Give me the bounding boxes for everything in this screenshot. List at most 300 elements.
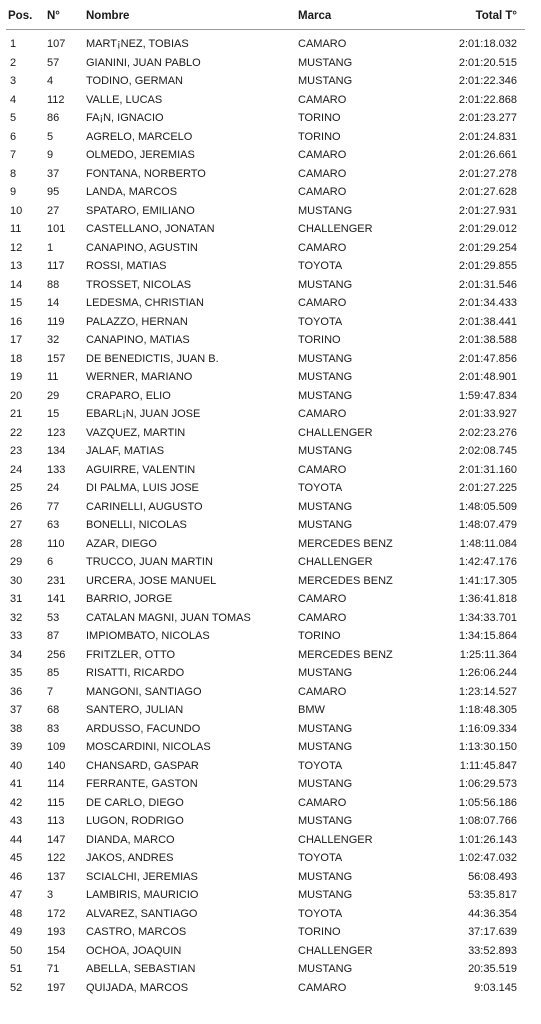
table-row — [0, 868, 541, 887]
row-car-number: 4 — [47, 75, 54, 87]
row-car-number: 57 — [47, 56, 60, 69]
table-row — [0, 424, 541, 443]
row-car-number: 95 — [47, 186, 60, 198]
table-row — [0, 979, 541, 998]
table-row — [0, 646, 541, 665]
row-driver-name: JALAF, MATIAS — [86, 445, 165, 457]
row-total-time: 2:01:31.160 — [458, 463, 517, 476]
row-brand: TOYOTA — [298, 852, 343, 864]
header-brand: Marca — [298, 10, 332, 22]
row-driver-name: DE BENEDICTIS, JUAN B. — [86, 352, 219, 365]
row-driver-name: ARDUSSO, FACUNDO — [86, 722, 201, 735]
row-driver-name: SCIALCHI, JEREMIAS — [86, 870, 198, 883]
row-total-time: 56:08.493 — [468, 870, 517, 883]
row-car-number: 154 — [47, 944, 66, 957]
row-total-time: 1:34:33.701 — [458, 611, 517, 624]
row-car-number: 147 — [47, 833, 66, 846]
row-driver-name: ROSSI, MATIAS — [86, 260, 167, 272]
row-total-time: 2:01:29.254 — [458, 241, 517, 254]
row-brand: TOYOTA — [298, 260, 343, 272]
row-position: 31 — [10, 593, 23, 605]
row-brand: CHALLENGER — [298, 426, 373, 439]
row-car-number: 24 — [47, 482, 60, 494]
row-position: 25 — [10, 482, 23, 494]
row-position: 24 — [10, 463, 23, 476]
row-driver-name: IMPIOMBATO, NICOLAS — [86, 630, 210, 642]
row-brand: CHALLENGER — [298, 944, 373, 957]
row-car-number: 77 — [47, 500, 60, 513]
row-brand: MUSTANG — [298, 667, 353, 679]
row-car-number: 71 — [47, 963, 60, 975]
row-driver-name: CRAPARO, ELIO — [86, 389, 171, 402]
row-total-time: 1:48:05.509 — [458, 500, 517, 513]
table-row — [0, 368, 541, 387]
row-brand: CAMARO — [298, 408, 347, 420]
table-row — [0, 849, 541, 868]
row-driver-name: SANTERO, JULIAN — [86, 704, 184, 716]
table-row — [0, 553, 541, 572]
row-car-number: 113 — [47, 815, 65, 827]
row-brand: CAMARO — [298, 981, 347, 994]
row-position: 35 — [10, 667, 23, 679]
row-driver-name: RISATTI, RICARDO — [86, 667, 185, 679]
row-brand: MUSTANG — [298, 722, 353, 735]
row-position: 36 — [10, 685, 23, 698]
row-total-time: 2:01:23.277 — [458, 112, 517, 124]
row-driver-name: TODINO, GERMAN — [86, 75, 183, 87]
row-total-time: 37:17.639 — [468, 926, 517, 938]
row-position: 47 — [10, 889, 23, 901]
row-car-number: 110 — [47, 537, 65, 550]
row-car-number: 6 — [47, 556, 54, 568]
row-driver-name: AGUIRRE, VALENTIN — [86, 463, 196, 476]
row-driver-name: DIANDA, MARCO — [86, 833, 175, 846]
table-row — [0, 831, 541, 850]
row-driver-name: OCHOA, JOAQUIN — [86, 944, 182, 957]
row-position: 44 — [10, 833, 23, 846]
row-car-number: 141 — [47, 593, 66, 605]
row-position: 52 — [10, 981, 23, 994]
row-car-number: 133 — [47, 463, 66, 476]
table-row — [0, 239, 541, 258]
table-row — [0, 960, 541, 979]
row-brand: MERCEDES BENZ — [298, 574, 393, 587]
table-row — [0, 498, 541, 517]
row-brand: TOYOTA — [298, 482, 343, 494]
row-driver-name: WERNER, MARIANO — [86, 371, 193, 383]
row-position: 1 — [10, 38, 17, 50]
row-total-time: 2:02:08.745 — [458, 445, 517, 457]
row-driver-name: PALAZZO, HERNAN — [86, 315, 188, 328]
row-car-number: 117 — [47, 260, 65, 272]
table-row — [0, 701, 541, 720]
row-total-time: 2:01:27.931 — [458, 204, 517, 217]
row-car-number: 107 — [47, 38, 66, 50]
row-position: 11 — [10, 223, 22, 235]
row-brand: CHALLENGER — [298, 833, 373, 846]
row-total-time: 1:59:47.834 — [458, 389, 517, 402]
row-car-number: 87 — [47, 630, 60, 642]
row-driver-name: CANAPINO, MATIAS — [86, 334, 190, 346]
row-position: 32 — [10, 611, 23, 624]
table-row — [0, 942, 541, 961]
row-car-number: 172 — [47, 907, 66, 920]
table-row — [0, 91, 541, 110]
row-brand: TORINO — [298, 130, 341, 143]
row-brand: MUSTANG — [298, 445, 353, 457]
row-driver-name: EBARL¡N, JUAN JOSE — [86, 408, 201, 420]
row-driver-name: LEDESMA, CHRISTIAN — [86, 297, 204, 309]
row-driver-name: AGRELO, MARCELO — [86, 130, 193, 143]
row-car-number: 140 — [47, 759, 66, 772]
row-total-time: 2:01:18.032 — [458, 38, 517, 50]
row-position: 14 — [10, 278, 23, 291]
row-position: 18 — [10, 352, 23, 365]
row-car-number: 53 — [47, 611, 60, 624]
row-brand: MUSTANG — [298, 778, 353, 790]
row-brand: MERCEDES BENZ — [298, 648, 393, 661]
row-driver-name: FRITZLER, OTTO — [86, 648, 176, 661]
table-row — [0, 572, 541, 591]
row-brand: CAMARO — [298, 463, 347, 476]
row-position: 13 — [10, 260, 23, 272]
row-total-time: 1:48:11.084 — [459, 537, 517, 550]
row-brand: CAMARO — [298, 796, 347, 809]
row-total-time: 2:01:26.661 — [458, 149, 517, 161]
header-total-time: Total T° — [475, 10, 517, 22]
table-row — [0, 609, 541, 628]
row-brand: MERCEDES BENZ — [298, 537, 393, 550]
row-brand: CAMARO — [298, 297, 347, 309]
row-position: 4 — [10, 93, 17, 106]
row-position: 26 — [10, 500, 23, 513]
row-brand: MUSTANG — [298, 389, 353, 402]
table-row — [0, 220, 541, 239]
table-row — [0, 794, 541, 813]
table-row — [0, 461, 541, 480]
row-position: 10 — [10, 204, 23, 217]
row-total-time: 2:01:27.628 — [458, 186, 517, 198]
row-car-number: 109 — [47, 741, 66, 753]
table-row — [0, 738, 541, 757]
row-brand: CHALLENGER — [298, 223, 373, 235]
row-position: 3 — [10, 75, 17, 87]
row-total-time: 2:01:34.433 — [458, 297, 517, 309]
row-total-time: 1:48:07.479 — [458, 519, 517, 531]
row-driver-name: FA¡N, IGNACIO — [86, 112, 164, 124]
row-total-time: 1:05:56.186 — [458, 796, 517, 809]
row-brand: MUSTANG — [298, 519, 353, 531]
row-brand: MUSTANG — [298, 963, 353, 975]
row-car-number: 157 — [47, 352, 66, 365]
row-position: 45 — [10, 852, 23, 864]
row-total-time: 2:01:47.856 — [458, 352, 517, 365]
row-brand: CAMARO — [298, 186, 347, 198]
row-driver-name: CARINELLI, AUGUSTO — [86, 500, 203, 513]
row-position: 22 — [10, 426, 23, 439]
table-header — [0, 7, 541, 25]
row-driver-name: SPATARO, EMILIANO — [86, 204, 195, 217]
row-driver-name: JAKOS, ANDRES — [86, 852, 174, 864]
row-total-time: 33:52.893 — [468, 944, 517, 957]
row-position: 37 — [10, 704, 23, 716]
row-car-number: 197 — [47, 981, 66, 994]
row-position: 49 — [10, 926, 23, 938]
row-car-number: 5 — [47, 130, 54, 143]
header-pos: Pos. — [8, 10, 33, 22]
row-brand: CHALLENGER — [298, 556, 373, 568]
table-row — [0, 165, 541, 184]
row-driver-name: DE CARLO, DIEGO — [86, 796, 184, 809]
row-total-time: 1:42:47.176 — [458, 556, 517, 568]
row-driver-name: TROSSET, NICOLAS — [86, 278, 192, 291]
row-car-number: 123 — [47, 426, 66, 439]
row-driver-name: ALVAREZ, SANTIAGO — [86, 907, 198, 920]
row-car-number: 122 — [47, 852, 66, 864]
row-car-number: 29 — [47, 389, 60, 402]
row-car-number: 15 — [47, 408, 60, 420]
row-position: 38 — [10, 722, 23, 735]
row-position: 40 — [10, 759, 23, 772]
row-total-time: 2:02:23.276 — [458, 426, 517, 439]
table-row — [0, 146, 541, 165]
table-row — [0, 202, 541, 221]
table-row — [0, 350, 541, 369]
row-position: 2 — [10, 56, 17, 69]
row-total-time: 2:01:20.515 — [458, 56, 517, 69]
row-position: 33 — [10, 630, 23, 642]
row-total-time: 2:01:22.346 — [458, 75, 517, 87]
row-total-time: 20:35.519 — [468, 963, 517, 975]
row-car-number: 9 — [47, 149, 54, 161]
row-position: 19 — [10, 371, 23, 383]
row-car-number: 86 — [47, 112, 60, 124]
row-position: 21 — [10, 408, 23, 420]
row-driver-name: QUIJADA, MARCOS — [86, 981, 189, 994]
row-car-number: 231 — [47, 574, 66, 587]
row-total-time: 2:01:48.901 — [458, 371, 517, 383]
row-brand: MUSTANG — [298, 278, 353, 291]
row-brand: CAMARO — [298, 149, 347, 161]
row-car-number: 1 — [47, 241, 54, 254]
table-row — [0, 35, 541, 54]
table-row — [0, 257, 541, 276]
row-driver-name: MANGONI, SANTIAGO — [86, 685, 202, 698]
row-position: 41 — [10, 778, 23, 790]
table-row — [0, 627, 541, 646]
table-row — [0, 442, 541, 461]
row-total-time: 2:01:33.927 — [458, 408, 517, 420]
table-row — [0, 535, 541, 554]
row-brand: CAMARO — [298, 93, 347, 106]
row-car-number: 85 — [47, 667, 60, 679]
row-driver-name: VAZQUEZ, MARTIN — [86, 426, 186, 439]
row-driver-name: CASTELLANO, JONATAN — [86, 223, 215, 235]
table-row — [0, 405, 541, 424]
row-car-number: 83 — [47, 722, 60, 735]
row-driver-name: BONELLI, NICOLAS — [86, 519, 187, 531]
row-position: 8 — [10, 167, 17, 180]
row-position: 23 — [10, 445, 23, 457]
row-position: 7 — [10, 149, 17, 161]
row-total-time: 44:36.354 — [468, 907, 517, 920]
row-car-number: 119 — [47, 315, 65, 328]
row-brand: TORINO — [298, 926, 341, 938]
row-position: 29 — [10, 556, 23, 568]
table-row — [0, 128, 541, 147]
row-total-time: 2:01:29.855 — [458, 260, 517, 272]
row-total-time: 1:11:45.847 — [459, 759, 517, 772]
row-driver-name: LANDA, MARCOS — [86, 186, 178, 198]
row-position: 6 — [10, 130, 17, 143]
row-car-number: 137 — [47, 870, 66, 883]
row-car-number: 256 — [47, 648, 66, 661]
row-total-time: 53:35.817 — [468, 889, 517, 901]
row-brand: CAMARO — [298, 593, 347, 605]
row-total-time: 1:23:14.527 — [458, 685, 517, 698]
row-driver-name: BARRIO, JORGE — [86, 593, 173, 605]
row-total-time: 1:36:41.818 — [458, 593, 517, 605]
row-brand: MUSTANG — [298, 815, 353, 827]
row-brand: TORINO — [298, 334, 341, 346]
row-position: 43 — [10, 815, 23, 827]
row-brand: TOYOTA — [298, 315, 343, 328]
row-brand: BMW — [298, 704, 325, 716]
row-car-number: 37 — [47, 167, 60, 180]
row-car-number: 68 — [47, 704, 60, 716]
row-total-time: 2:01:38.441 — [458, 315, 517, 328]
row-position: 9 — [10, 186, 17, 198]
row-position: 20 — [10, 389, 23, 402]
row-car-number: 27 — [47, 204, 60, 217]
row-car-number: 101 — [47, 223, 66, 235]
table-row — [0, 331, 541, 350]
row-position: 50 — [10, 944, 23, 957]
row-car-number: 14 — [47, 297, 60, 309]
row-position: 5 — [10, 112, 17, 124]
row-brand: MUSTANG — [298, 204, 353, 217]
table-row — [0, 294, 541, 313]
table-row — [0, 664, 541, 683]
table-row — [0, 54, 541, 73]
row-car-number: 63 — [47, 519, 60, 531]
table-row — [0, 923, 541, 942]
row-driver-name: FONTANA, NORBERTO — [86, 167, 206, 180]
table-row — [0, 313, 541, 332]
row-brand: CAMARO — [298, 241, 347, 254]
row-brand: MUSTANG — [298, 741, 353, 753]
table-row — [0, 905, 541, 924]
table-row — [0, 812, 541, 831]
table-row — [0, 775, 541, 794]
row-brand: CAMARO — [298, 167, 347, 180]
row-driver-name: GIANINI, JUAN PABLO — [86, 56, 201, 69]
row-total-time: 2:01:27.278 — [458, 167, 517, 180]
row-driver-name: MOSCARDINI, NICOLAS — [86, 741, 211, 753]
table-row — [0, 387, 541, 406]
row-brand: MUSTANG — [298, 500, 353, 513]
row-position: 34 — [10, 648, 23, 661]
row-car-number: 88 — [47, 278, 60, 291]
row-brand: MUSTANG — [298, 371, 353, 383]
row-total-time: 1:26:06.244 — [458, 667, 517, 679]
table-row — [0, 479, 541, 498]
row-total-time: 9:03.145 — [474, 981, 517, 994]
row-driver-name: CHANSARD, GASPAR — [86, 759, 199, 772]
row-car-number: 3 — [47, 889, 54, 901]
row-brand: MUSTANG — [298, 889, 353, 901]
row-position: 27 — [10, 519, 23, 531]
row-position: 16 — [10, 315, 23, 328]
row-total-time: 1:02:47.032 — [458, 852, 517, 864]
row-driver-name: CATALAN MAGNI, JUAN TOMAS — [86, 611, 251, 624]
table-row — [0, 590, 541, 609]
row-position: 42 — [10, 796, 23, 809]
row-car-number: 115 — [47, 796, 65, 809]
row-position: 46 — [10, 870, 23, 883]
row-car-number: 134 — [47, 445, 66, 457]
row-driver-name: MART¡NEZ, TOBIAS — [86, 38, 189, 50]
row-total-time: 1:13:30.150 — [458, 741, 517, 753]
row-position: 12 — [10, 241, 23, 254]
row-brand: CAMARO — [298, 38, 347, 50]
row-driver-name: FERRANTE, GASTON — [86, 778, 198, 790]
row-brand: TOYOTA — [298, 759, 343, 772]
row-car-number: 32 — [47, 334, 60, 346]
results-table-body — [0, 35, 541, 997]
table-row — [0, 683, 541, 702]
table-row — [0, 109, 541, 128]
row-total-time: 2:01:29.012 — [458, 223, 517, 235]
row-total-time: 2:01:24.831 — [458, 130, 517, 143]
row-position: 30 — [10, 574, 23, 587]
header-number: N° — [47, 10, 60, 22]
row-brand: CAMARO — [298, 685, 347, 698]
row-driver-name: URCERA, JOSE MANUEL — [86, 574, 217, 587]
table-row — [0, 183, 541, 202]
row-brand: MUSTANG — [298, 352, 353, 365]
row-position: 28 — [10, 537, 23, 550]
row-driver-name: DI PALMA, LUIS JOSE — [86, 482, 199, 494]
table-row — [0, 886, 541, 905]
table-row — [0, 516, 541, 535]
row-total-time: 1:41:17.305 — [458, 574, 517, 587]
row-total-time: 1:08:07.766 — [458, 815, 517, 827]
row-driver-name: CANAPINO, AGUSTIN — [86, 241, 198, 254]
row-car-number: 114 — [47, 778, 65, 790]
row-car-number: 112 — [47, 93, 65, 106]
row-driver-name: CASTRO, MARCOS — [86, 926, 187, 938]
row-total-time: 1:16:09.334 — [458, 722, 517, 735]
row-total-time: 1:34:15.864 — [458, 630, 517, 642]
row-driver-name: OLMEDO, JEREMIAS — [86, 149, 195, 161]
row-total-time: 2:01:31.546 — [458, 278, 517, 291]
row-brand: MUSTANG — [298, 56, 353, 69]
row-total-time: 1:06:29.573 — [458, 778, 517, 790]
row-car-number: 193 — [47, 926, 66, 938]
row-position: 48 — [10, 907, 23, 920]
table-row — [0, 757, 541, 776]
row-car-number: 11 — [47, 371, 59, 383]
row-brand: TORINO — [298, 630, 341, 642]
row-driver-name: TRUCCO, JUAN MARTIN — [86, 556, 213, 568]
row-total-time: 1:01:26.143 — [458, 833, 517, 846]
row-driver-name: LUGON, RODRIGO — [86, 815, 184, 827]
row-total-time: 1:25:11.364 — [459, 648, 517, 661]
row-brand: MUSTANG — [298, 870, 353, 883]
header-name: Nombre — [86, 10, 130, 22]
row-total-time: 2:01:38.588 — [458, 334, 517, 346]
